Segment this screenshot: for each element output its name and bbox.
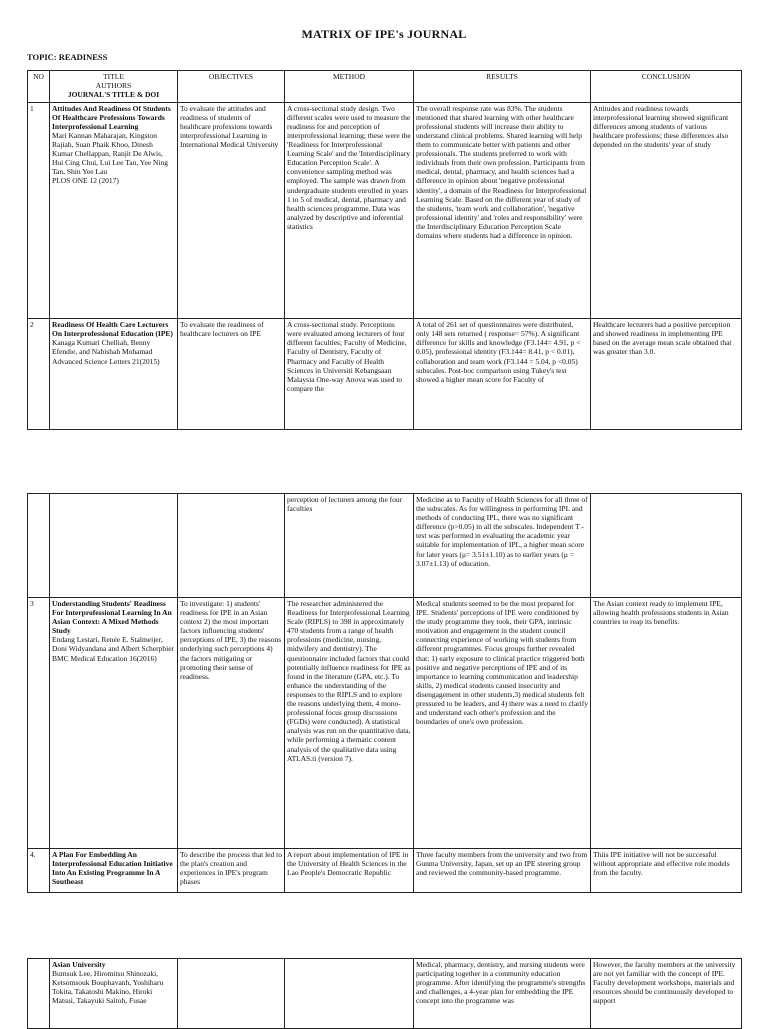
row-results: Medical students seemed to be the most prepared for IPE. Students' perceptions of IPE were conditioned by the study programme they took, their GPA, intrinsic motivation and engagement in the student council connecting experience of working with students from different programmes. Focus groups further revealed that: 1) early exposure to clinical practice triggered both positive and negative perceptions of IPE and of its importance to learning communication and leadership skills, 2) medical students caused insecurity and disengagement in other students,3) medical students felt pressured to be leaders, and 4) there was a need to clarify and understand each other's profession and the boundaries of one's own profession. — [414, 598, 591, 849]
row-no: 4. — [28, 849, 50, 893]
row-title-cell — [50, 494, 178, 598]
header-method: METHOD — [285, 71, 414, 103]
article-authors: Mari Kannan Maharajan, Kingston Rajiah, Suan Phaik Khoo, Dinesh Kumar Chellappan, Ranjit De Alwis, Hui Cing Chui, Lui Lee Tan, Yee Ning Tan, Shin Yee Lau — [52, 130, 168, 177]
matrix-table-page-2 — [27, 493, 742, 893]
row-no: 3 — [28, 598, 50, 849]
article-authors: Endang Lestari, Renée E. Stalmeijer, Doni Widyandana and Albert Scherpbier — [52, 635, 175, 654]
row-title-cell — [50, 849, 178, 893]
article-title: Readiness Of Health Care Lecturers On Interprofessional Education (IPE) — [52, 320, 173, 339]
row-results: Medicine as to Faculty of Health Sciences for all three of the subscales. As for willingness in performing IPL and methods of conducting IPL, there was no significant difference (p>0.05) in all the subscales. Independent T -test was performed in evaluating the academic year suitable for implementation of IPL, a higher mean score for later years (μ= 3.51±1.10) as to earlier years (μ = 3.07±1.13) of education. — [414, 494, 591, 598]
row-title-cell — [50, 598, 178, 849]
row-results: A total of 261 set of questionnaires were distributed, only 148 sets returned ( response= 57%). A significant difference for skills and knowledge (F3.144= 4.91, p < 0.05), professional identity (F3.144= 8.41, p < 0.01), collaboration and team work (F3.144 = 5.04, p <0.05) subscales. Post-hoc comparison using Tukey's test showed a higher mean score for Faculty of — [414, 319, 591, 430]
row-conclusion: However, the faculty members at the university are not yet familiar with the concept of IPE. Faculty development workshops, materials and resources should be continuously developed to support — [591, 959, 742, 1029]
document-title: MATRIX OF IPE's JOURNAL — [301, 27, 467, 41]
row-objectives — [178, 959, 285, 1029]
row-no: 1 — [28, 102, 50, 318]
article-title: A Plan For Embedding An Interprofessional Education Initiative Into An Existing Programme In A Southeast — [52, 850, 173, 887]
row-conclusion: Thiis IPE initiative will not be successful without appropriate and effective role models from the faculty. — [591, 849, 742, 893]
header-title-line: TITLE — [103, 72, 124, 81]
row-conclusion: The Asian context ready to implement IPE, allowing health professions students in Asian countries to reap its benefits. — [591, 598, 742, 849]
row-objectives: To describe the process that led to the plan's creation and experiences in IPE's program phases — [178, 849, 285, 893]
row-no: 2 — [28, 319, 50, 430]
header-no: NO — [28, 71, 50, 103]
article-title: Asian University — [52, 960, 106, 969]
row-method: A report about implementation of IPE in the University of Health Sciences in the Lao People's Democratic Republic — [285, 849, 414, 893]
header-title — [50, 71, 178, 103]
table-header-row — [28, 71, 742, 103]
row-conclusion: Attitudes and readiness towards interprofessional learning showed significant differences among students of various healthcare professions; these differences also depended on the students' year of study — [591, 102, 742, 318]
row-objectives: To investigate: 1) students' readiness for IPE in an Asian context 2) the most important factors influencing students' perceptions of IPE, 3) the reasons underlying such perceptions 4) the factors mitigating or promoting their sense of readiness. — [178, 598, 285, 849]
header-conclusion: CONCLUSION — [591, 71, 742, 103]
row-conclusion — [591, 494, 742, 598]
table-row-continuation — [28, 959, 742, 1029]
row-results: Medical, pharmacy, dentistry, and nursing students were participating together in a community education programme. After identifying the programme's strengths and challenges, a 4-year plan for embedding the IPE concept into the programme was — [414, 959, 591, 1029]
table-row — [28, 319, 742, 430]
article-authors: Kanaga Kumari Chelliah, Benny Efendie, and Nabishah Mohamad — [52, 338, 153, 357]
header-results: RESULTS — [414, 71, 591, 103]
table-row — [28, 102, 742, 318]
row-results: Three faculty members from the university and two from Gunma University, Japan, set up an IPE steering group and reviewed the community-based programme. — [414, 849, 591, 893]
row-method: The researcher administered the Readiness for Interprofessional Learning Scale (RIPLS) to 398 in approximately 470 students from a range of health professions (medicine, nursing, midwifery and dentistry). The questionnaire included factors that could potentially influence readiness for IPE as found in the literature (GPA, etc.). To enhance the understanding of the responses to the RIPLS and to explore the reasons underlying them, 4 mono-professional focus group discussions (FGDs) were conducted). A statistical analysis was run on the quantitative data, while performing a thematic content analysis of the qualitative data using ATLAS.ti (version 7). — [285, 598, 414, 849]
article-title: Understanding Students' Readiness For Interprofessional Learning In An Asian Context: A Mixed Methods Study — [52, 599, 172, 636]
row-title-cell — [50, 959, 178, 1029]
table-row — [28, 849, 742, 893]
header-authors-line: AUTHORS — [95, 81, 132, 91]
row-no — [28, 494, 50, 598]
row-method: perception of lecturers among the four faculties — [285, 494, 414, 598]
row-no — [28, 959, 50, 1029]
article-authors: Bumsuk Lee, Hiromitsu Shinozaki, Ketsomsouk Bouphavanh, Yoshiharu Tokita, Takatoshi Makino, Hiroki Matsui, Takayuki Saitoh, Fusae — [52, 969, 164, 1006]
article-journal: PLOS ONE 12 (2017) — [52, 176, 119, 186]
article-journal: Advanced Science Letters 21(2015) — [52, 356, 160, 366]
header-journal-line: JOURNAL'S TITLE & DOI — [67, 90, 160, 100]
matrix-table-page-1 — [27, 70, 742, 430]
row-title-cell — [50, 102, 178, 318]
row-objectives: To evaluate the attitudes and readiness of students of healthcare professions towards interprofessional Learning in International Medical University — [178, 102, 285, 318]
row-method: A cross-sectional study design. Two different scales were used to measure the readiness for and perception of interprofessional learning; these were the 'Readiness for Interprofessional Learning Scale' and the 'Interdisciplinary Education Perception Scale'. A convenience sampling method was employed. The sample was drawn from undergraduate students enrolled in years 1 to 5 of medical, dental, pharmacy and health sciences programme. Data was analyzed by descriptive and inferential statistics — [285, 102, 414, 318]
row-method — [285, 959, 414, 1029]
article-title: Attitudes And Readiness Of Students Of Healthcare Professions Towards Interprofessional Learning — [52, 103, 171, 131]
table-row-continuation — [28, 494, 742, 598]
header-objectives: OBJECTIVES — [178, 71, 285, 103]
article-journal: BMC Medical Education 16(2016) — [52, 653, 157, 663]
row-conclusion: Healthcare lecturers had a positive perception and showed readiness in implementing IPE based on the average mean scale obtained that was greater than 3.0. — [591, 319, 742, 430]
row-method: A cross-sectional study. Perceptions were evaluated among lecturers of four different faculties; Faculty of Medicine, Faculty of Dentistry, Faculty of Pharmacy and Faculty of Health Sciences in Universiti Kebangsaan Malaysia One-way Anova was used to compare the — [285, 319, 414, 430]
matrix-table-page-3 — [27, 958, 742, 1029]
table-row — [28, 598, 742, 849]
row-title-cell — [50, 319, 178, 430]
row-objectives — [178, 494, 285, 598]
row-objectives: To evaluate the readiness of healthcare lecturers on IPE — [178, 319, 285, 430]
row-results: The overall response rate was 83%. The students mentioned that shared learning with other healthcare professional students will increase their ability to understand clinical problems. Shared learning will help them to communicate better with patients and other professionals. The students preferred to work with individuals from their own profession. Participants from medical, dental, pharmacy, and health sciences had a difference in opinion about 'negative professional identity', a domain of the Readiness for Interprofessional Learning Scale. Based on the different year of study of the students, 'team work and collaboration', 'negative professional identity' and 'roles and responsibility' were the Interdisciplinary Education Perception Scale domains where students had a difference in opinion. — [414, 102, 591, 318]
topic-label: TOPIC: READINESS — [27, 52, 108, 62]
